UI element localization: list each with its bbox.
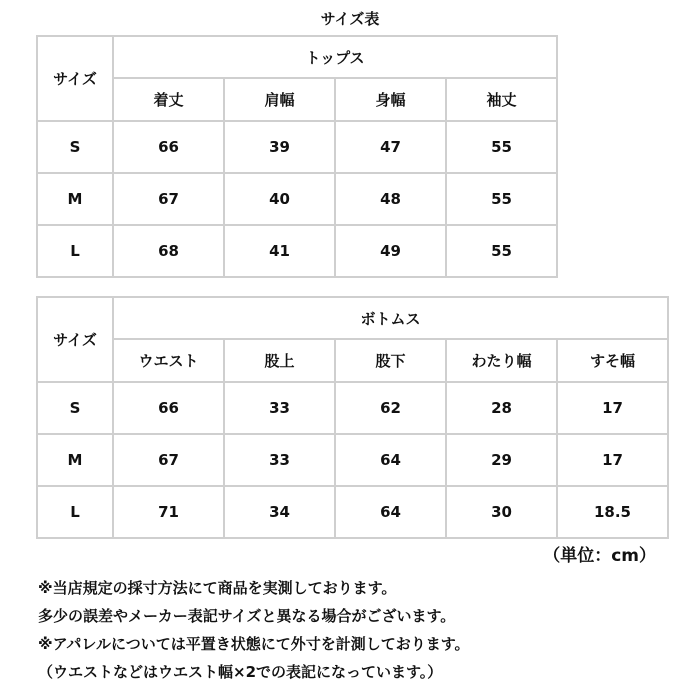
note-line: 多少の誤差やメーカー表記サイズと異なる場合がございます。: [38, 607, 456, 625]
table-cell: 55: [446, 121, 557, 173]
table-cell: 41: [224, 225, 335, 277]
size-label: M: [37, 173, 113, 225]
tops-column-header: 袖丈: [446, 78, 557, 121]
size-label: S: [37, 121, 113, 173]
table-cell: 17: [557, 434, 668, 486]
bottoms-column-header: 股上: [224, 339, 335, 382]
tops-column-header: 着丈: [113, 78, 224, 121]
bottoms-column-header: ウエスト: [113, 339, 224, 382]
table-cell: 33: [224, 382, 335, 434]
table-cell: 29: [446, 434, 557, 486]
table-cell: 48: [335, 173, 446, 225]
tops-column-header: 肩幅: [224, 78, 335, 121]
table-cell: 66: [113, 121, 224, 173]
table-cell: 33: [224, 434, 335, 486]
tops-size-table: [36, 35, 558, 278]
table-cell: 18.5: [557, 486, 668, 538]
table-cell: 62: [335, 382, 446, 434]
tops-group-header: トップス: [113, 36, 557, 78]
table-cell: 30: [446, 486, 557, 538]
tops-size-header: サイズ: [37, 36, 113, 121]
table-cell: 34: [224, 486, 335, 538]
table-cell: 67: [113, 173, 224, 225]
table-cell: 68: [113, 225, 224, 277]
size-label: S: [37, 382, 113, 434]
note-line: ※アパレルについては平置き状態にて外寸を計測しております。: [38, 635, 470, 653]
table-cell: 64: [335, 434, 446, 486]
unit-label: （単位：cm）: [543, 546, 656, 566]
size-label: M: [37, 434, 113, 486]
table-row: [37, 382, 668, 434]
table-cell: 67: [113, 434, 224, 486]
bottoms-column-header: すそ幅: [557, 339, 668, 382]
table-cell: 28: [446, 382, 557, 434]
table-cell: 64: [335, 486, 446, 538]
table-cell: 55: [446, 225, 557, 277]
bottoms-column-header: 股下: [335, 339, 446, 382]
table-row: [37, 121, 557, 173]
table-row: [37, 434, 668, 486]
table-cell: 66: [113, 382, 224, 434]
table-cell: 40: [224, 173, 335, 225]
bottoms-column-header: わたり幅: [446, 339, 557, 382]
size-chart-title: サイズ表: [320, 10, 380, 28]
table-cell: 49: [335, 225, 446, 277]
size-label: L: [37, 486, 113, 538]
table-cell: 47: [335, 121, 446, 173]
measurement-notes: [38, 574, 678, 686]
bottoms-size-header: サイズ: [37, 297, 113, 382]
bottoms-size-table: [36, 296, 669, 539]
table-row: [37, 486, 668, 538]
size-label: L: [37, 225, 113, 277]
table-cell: 39: [224, 121, 335, 173]
table-cell: 17: [557, 382, 668, 434]
note-line: ※当店規定の採寸方法にて商品を実測しております。: [38, 579, 397, 597]
table-row: [37, 225, 557, 277]
table-cell: 55: [446, 173, 557, 225]
note-line: （ウエストなどはウエスト幅×2での表記になっています。）: [38, 663, 443, 681]
table-cell: 71: [113, 486, 224, 538]
table-row: [37, 173, 557, 225]
tops-column-header: 身幅: [335, 78, 446, 121]
bottoms-group-header: ボトムス: [113, 297, 668, 339]
